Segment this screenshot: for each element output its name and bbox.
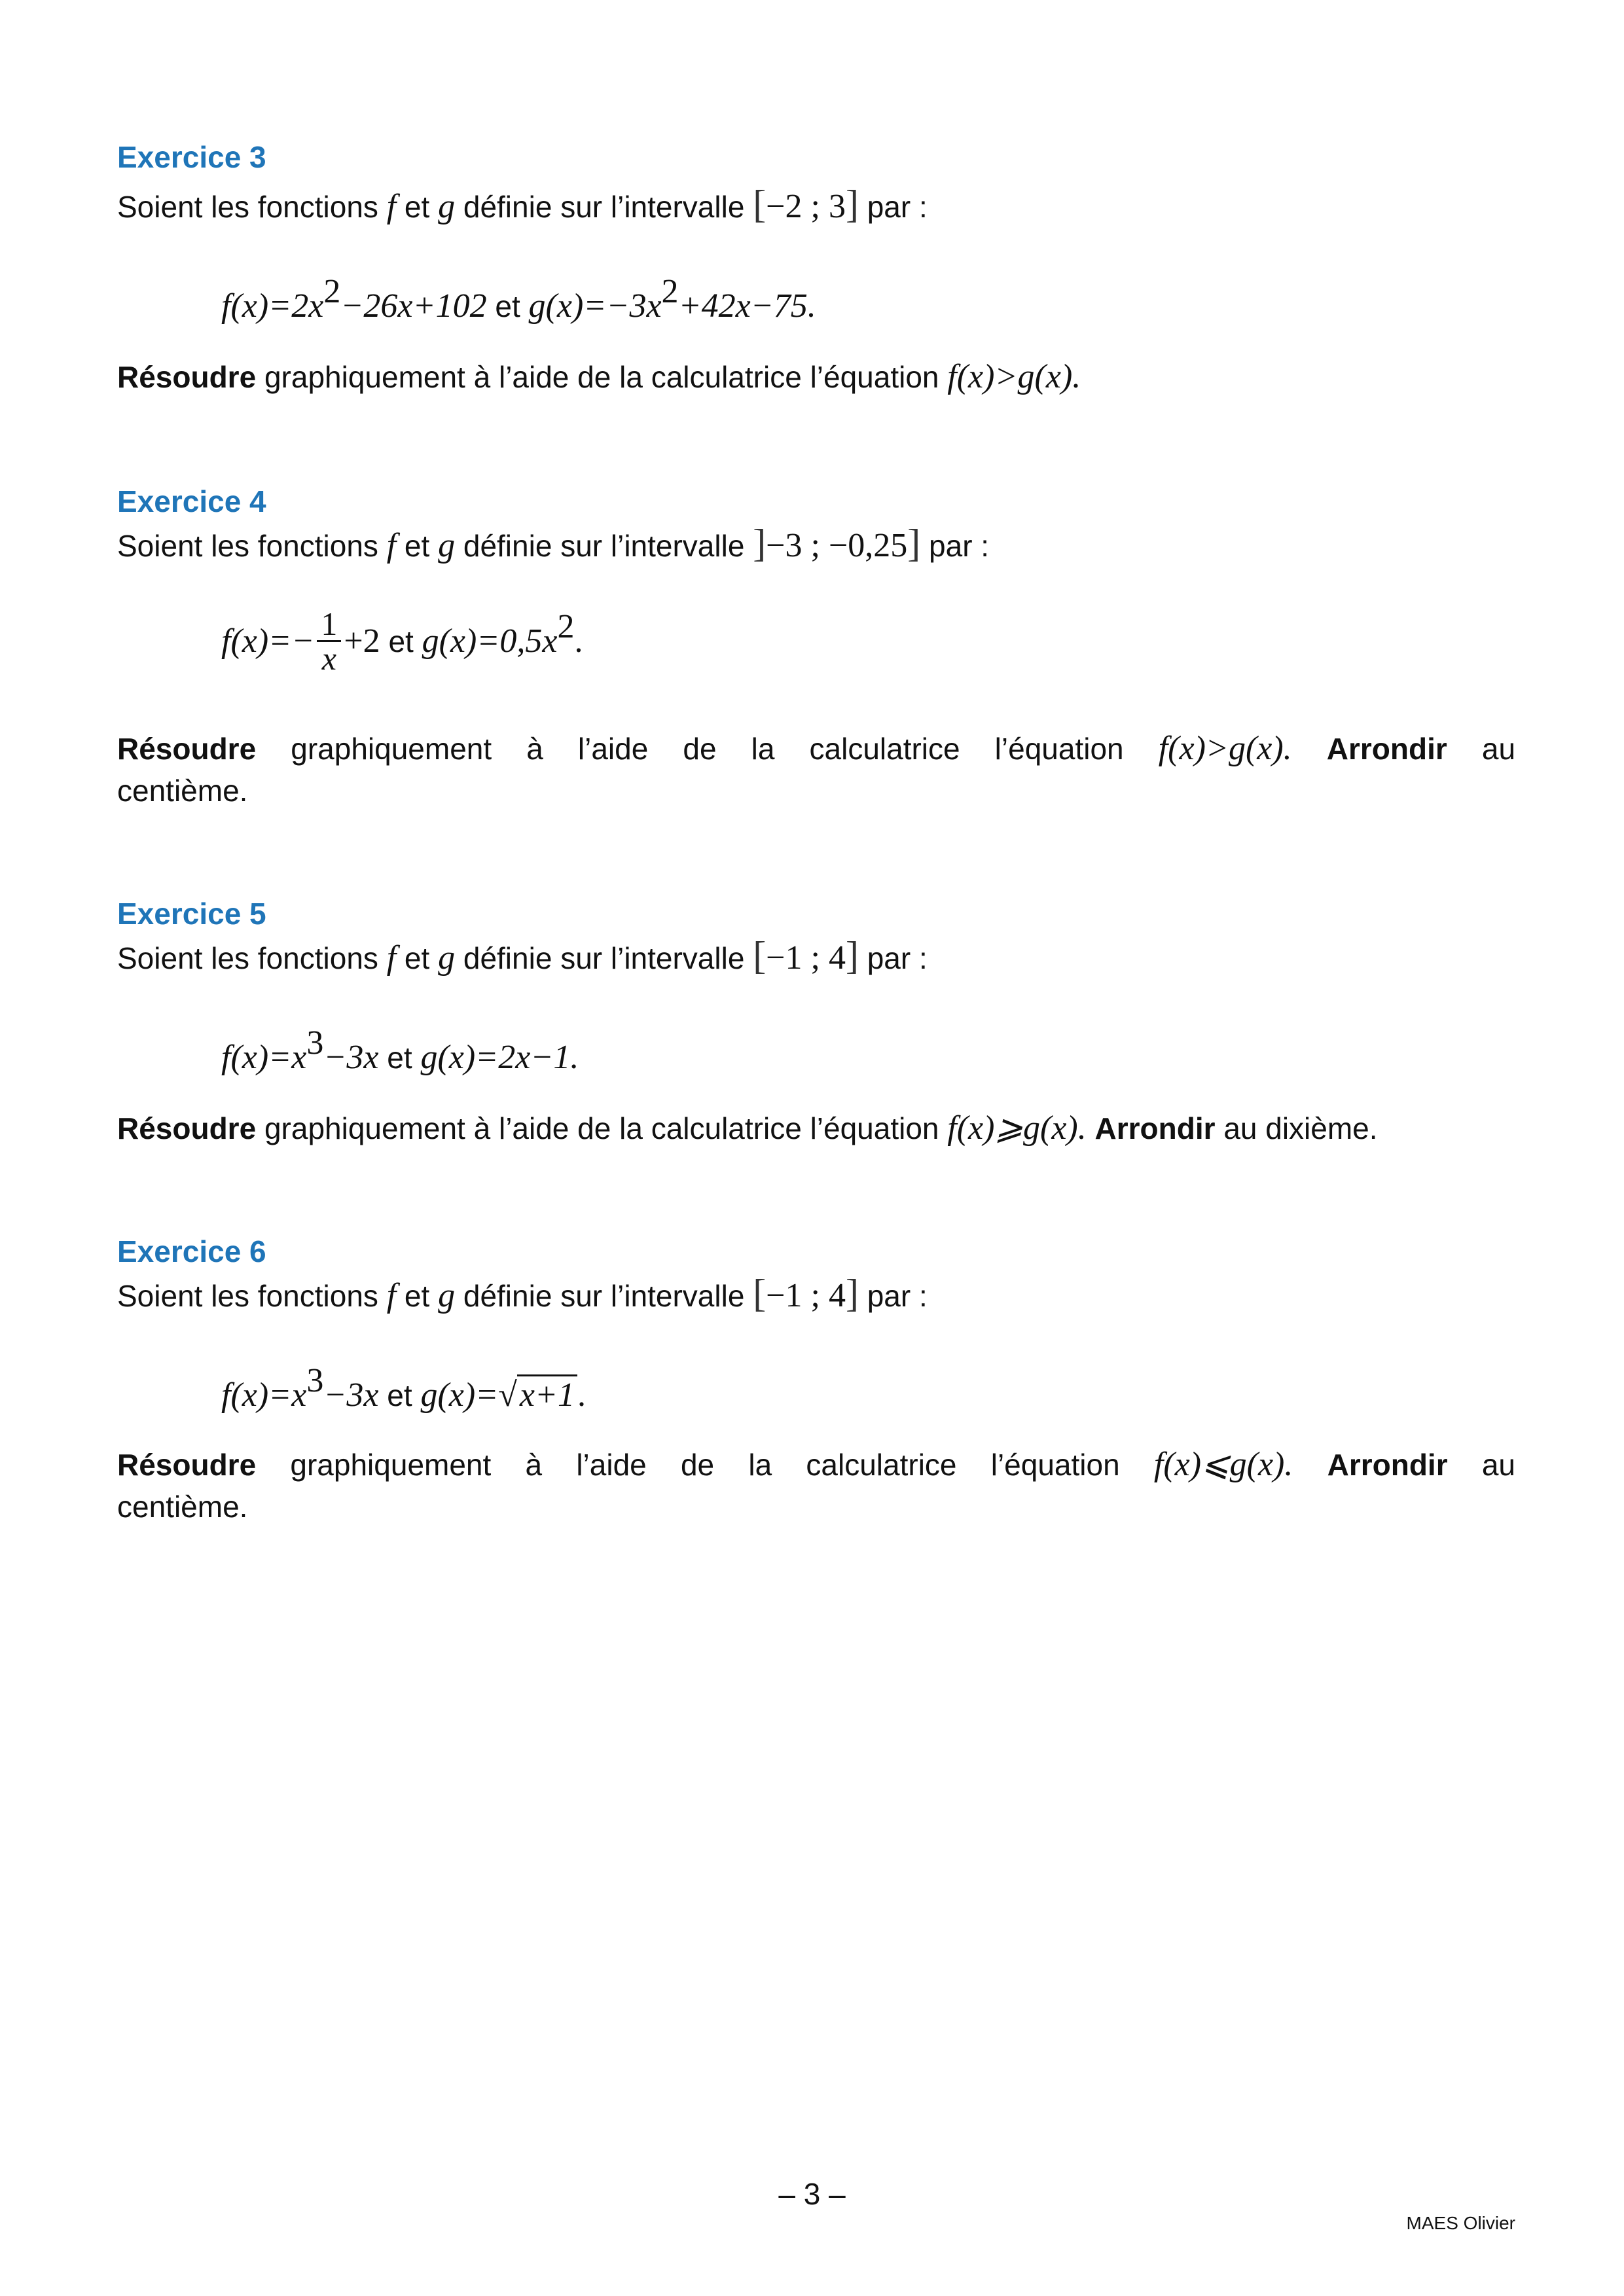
task-extra: au	[1481, 732, 1516, 766]
defined-text: définie sur l’intervalle	[463, 529, 745, 563]
task-extra-verb: Arrondir	[1327, 1448, 1448, 1482]
g-symbol: g	[438, 939, 456, 977]
formula-g: g(x)=2x−1.	[420, 1039, 579, 1076]
task-verb: Résoudre	[117, 732, 257, 766]
task-verb: Résoudre	[117, 1448, 257, 1482]
fraction-denominator: x	[321, 640, 336, 677]
task-formula: f(x)>g(x).	[947, 358, 1081, 395]
formula-f-prefix: f(x)=−	[221, 622, 315, 660]
exercise-6-formula	[221, 1361, 586, 1415]
interval-close-bracket: ]	[845, 183, 859, 226]
formula-f-exponent: 3	[306, 1024, 324, 1062]
par-word: par :	[867, 941, 928, 975]
formula-g-rest: +42x−75.	[678, 287, 816, 325]
f-symbol: f	[386, 527, 397, 564]
task-formula: f(x)⩽g(x).	[1153, 1446, 1293, 1483]
exercise-4-intro	[117, 522, 990, 565]
intro-text: Soient les fonctions	[117, 190, 378, 224]
task-extra-verb: Arrondir	[1326, 732, 1447, 766]
et-word: et	[404, 529, 430, 563]
interval-body: −1 ; 4	[766, 939, 846, 977]
interval-close-bracket: ]	[845, 1272, 859, 1315]
exercise-4-task-continuation: centième.	[117, 774, 248, 808]
f-symbol: f	[386, 188, 397, 225]
exercise-6-task	[117, 1444, 1515, 1486]
task-extra: au dixième.	[1223, 1111, 1378, 1145]
radicand: x+1	[517, 1374, 577, 1414]
interval-open-bracket: [	[753, 183, 767, 226]
exercise-5-title: Exercice 5	[117, 897, 266, 931]
author-name: MAES Olivier	[1406, 2213, 1515, 2233]
exercise-5-intro	[117, 934, 928, 977]
exercise-4-task	[117, 728, 1515, 770]
interval-close-bracket: ]	[907, 522, 921, 565]
formula-f-rest: +2	[344, 622, 380, 660]
exercise-3-formula	[221, 272, 816, 326]
formula-join: et	[387, 1041, 412, 1075]
exercise-5-task	[117, 1110, 1378, 1147]
f-symbol: f	[386, 939, 397, 977]
formula-f-rest: −3x	[323, 1376, 379, 1414]
task-text: graphiquement à l’aide de la calculatrice l’équation	[290, 1448, 1120, 1482]
intro-text: Soient les fonctions	[117, 529, 378, 563]
defined-text: définie sur l’intervalle	[463, 190, 745, 224]
formula-f: f(x)=x	[221, 1376, 307, 1414]
task-verb: Résoudre	[117, 1111, 257, 1145]
task-extra-verb: Arrondir	[1094, 1111, 1216, 1145]
defined-text: définie sur l’intervalle	[463, 1279, 745, 1313]
interval-open-bracket: ]	[753, 522, 767, 565]
f-symbol: f	[386, 1277, 397, 1314]
radical-sign: √	[498, 1376, 517, 1414]
formula-g-exponent: 2	[557, 608, 575, 645]
formula-f-exponent: 3	[306, 1362, 324, 1399]
intro-text: Soient les fonctions	[117, 941, 378, 975]
formula-f: f(x)=x	[221, 1039, 307, 1076]
task-formula: f(x)>g(x).	[1158, 730, 1292, 767]
exercise-6-task-continuation: centième.	[117, 1490, 248, 1524]
g-symbol: g	[438, 188, 456, 225]
intro-text: Soient les fonctions	[117, 1279, 378, 1313]
exercise-4-title: Exercice 4	[117, 484, 266, 518]
task-verb: Résoudre	[117, 360, 257, 394]
interval-open-bracket: [	[753, 934, 767, 977]
et-word: et	[404, 1279, 430, 1313]
task-text: graphiquement à l’aide de la calculatrice l’équation	[291, 732, 1124, 766]
formula-g-prefix: g(x)=	[420, 1376, 499, 1414]
et-word: et	[404, 190, 430, 224]
et-word: et	[404, 941, 430, 975]
formula-g: g(x)=−3x	[528, 287, 662, 325]
fraction	[317, 607, 341, 675]
par-word: par :	[867, 190, 928, 224]
g-symbol: g	[438, 1277, 456, 1314]
formula-g-rest: .	[574, 622, 583, 660]
formula-join: et	[388, 624, 414, 658]
defined-text: définie sur l’intervalle	[463, 941, 745, 975]
formula-f-exponent: 2	[323, 273, 341, 310]
exercise-6-intro	[117, 1272, 928, 1315]
exercise-3-task	[117, 359, 1081, 395]
formula-f: f(x)=2x	[221, 287, 324, 325]
formula-f-rest: −26x+102	[340, 287, 487, 325]
exercise-5-formula	[221, 1024, 579, 1077]
page-number: – 3 –	[778, 2177, 846, 2211]
formula-join: et	[387, 1378, 412, 1412]
formula-f-rest: −3x	[323, 1039, 379, 1076]
interval-body: −3 ; −0,25	[766, 527, 908, 564]
task-extra: au	[1481, 1448, 1515, 1482]
exercise-6-title: Exercice 6	[117, 1234, 266, 1268]
exercise-4-formula	[221, 607, 583, 677]
task-text: graphiquement à l’aide de la calculatrice l’équation	[264, 360, 939, 394]
formula-join: et	[495, 289, 520, 323]
interval-body: −2 ; 3	[766, 188, 846, 225]
formula-g-exponent: 2	[661, 273, 679, 310]
interval-open-bracket: [	[753, 1272, 767, 1315]
task-text: graphiquement à l’aide de la calculatrice l’équation	[264, 1111, 939, 1145]
formula-g-rest: .	[577, 1376, 586, 1414]
interval-body: −1 ; 4	[766, 1277, 846, 1314]
par-word: par :	[929, 529, 990, 563]
g-symbol: g	[438, 527, 456, 564]
task-formula: f(x)⩾g(x).	[947, 1109, 1087, 1147]
par-word: par :	[867, 1279, 928, 1313]
formula-g: g(x)=0,5x	[422, 622, 558, 660]
exercise-3-title: Exercice 3	[117, 140, 266, 174]
square-root	[498, 1376, 577, 1415]
fraction-numerator: 1	[317, 607, 341, 642]
exercise-3-intro	[117, 183, 928, 226]
interval-close-bracket: ]	[845, 934, 859, 977]
